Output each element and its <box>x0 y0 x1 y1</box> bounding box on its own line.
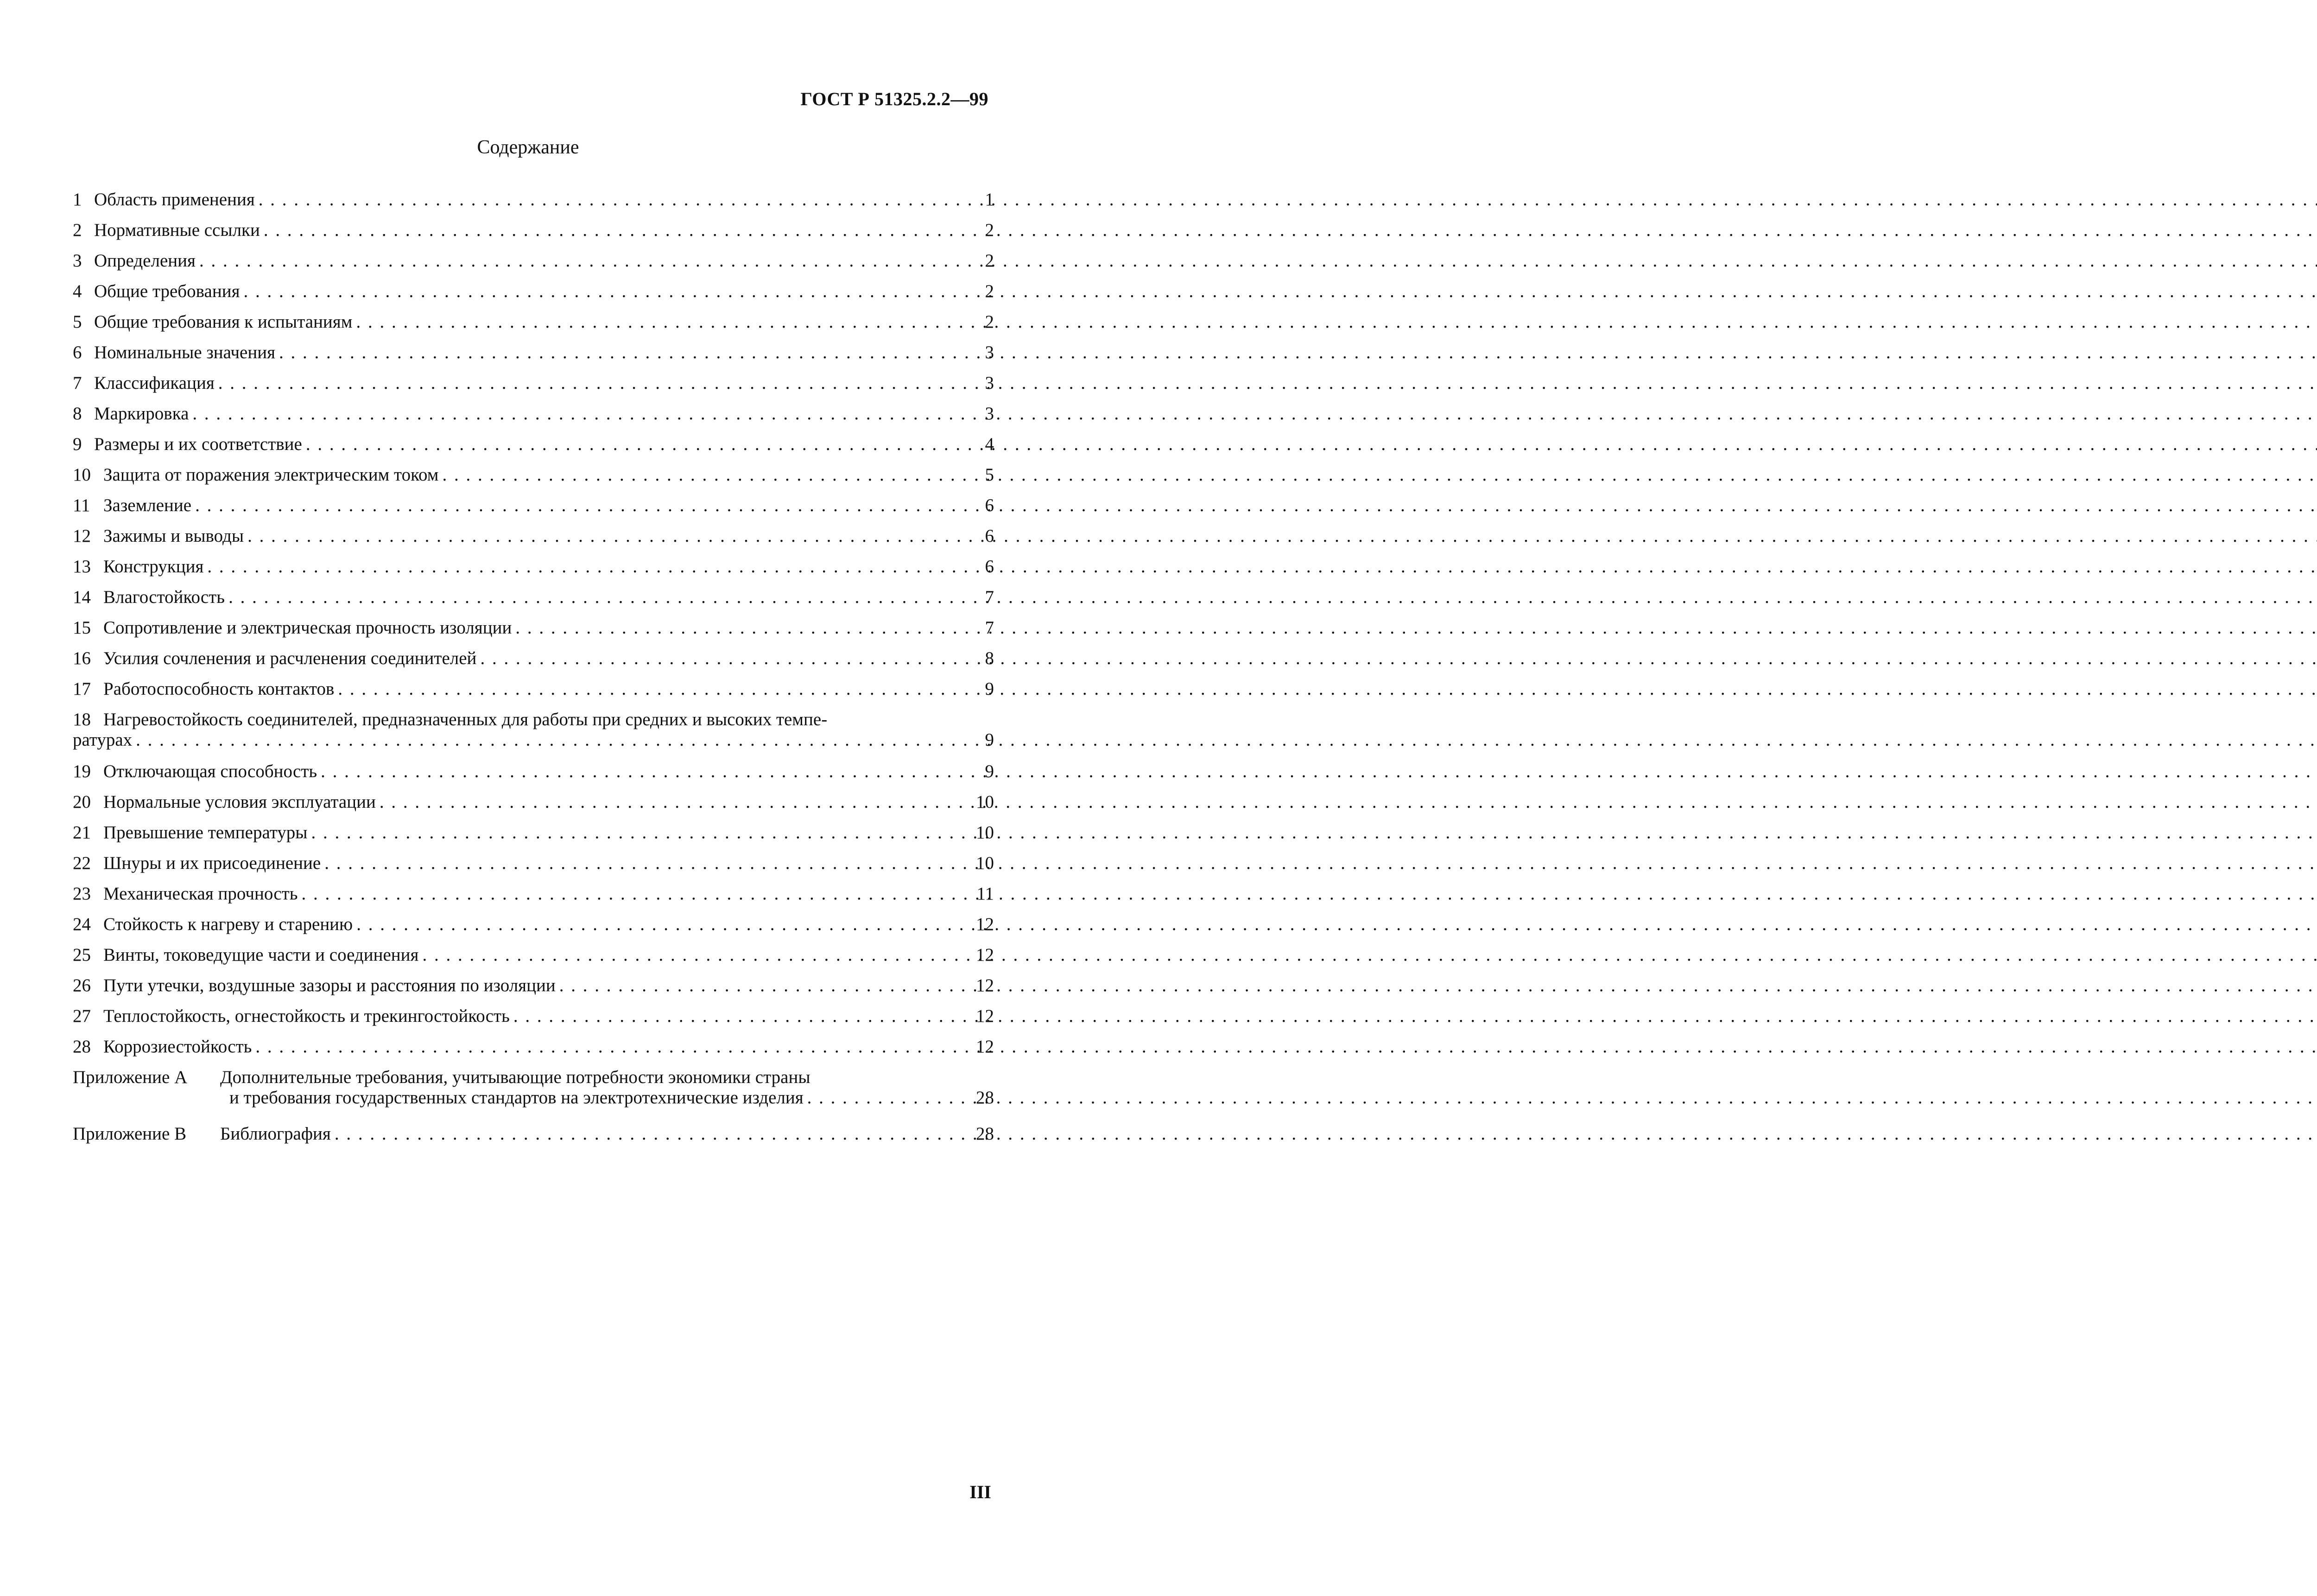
toc-item-title: Превышение температуры <box>103 823 308 842</box>
dot-leader <box>279 342 972 363</box>
toc-item-title: Размеры и их соответствие <box>94 434 302 454</box>
toc-item-page: 3 <box>985 342 994 362</box>
toc-item-number: 19 <box>73 761 91 781</box>
appendix-title: Библиография <box>220 1124 331 1144</box>
toc-item-page: 7 <box>985 618 994 638</box>
toc-item-title: Определения <box>94 251 196 271</box>
dot-leader <box>380 792 972 813</box>
toc-item-page: 8 <box>985 648 994 668</box>
dot-leader <box>480 648 972 669</box>
toc-item-page: 10 <box>976 823 994 842</box>
toc-item-title: Отключающая способность <box>103 761 317 781</box>
toc-item-number: 20 <box>73 792 91 812</box>
toc-item-number: 12 <box>73 526 91 546</box>
toc-item-page: 3 <box>985 373 994 393</box>
toc-item-page: 9 <box>985 730 994 750</box>
toc-item-title-continuation: ратурах <box>73 730 133 750</box>
toc-item-title: Конструкция <box>103 557 204 576</box>
toc-item-title: Стойкость к нагреву и старению <box>103 914 353 934</box>
toc-item[interactable] <box>73 495 994 526</box>
appendix-title-continuation: и требования государственных стандартов на электротехнические изделия <box>229 1088 804 1108</box>
toc-item[interactable] <box>73 883 994 914</box>
toc-item-number: 27 <box>73 1006 91 1026</box>
toc-item[interactable] <box>73 587 994 617</box>
toc-item[interactable] <box>73 403 994 434</box>
toc-item-number: 6 <box>73 342 82 362</box>
toc-item-page: 10 <box>976 792 994 812</box>
dot-leader <box>259 189 972 210</box>
toc-item-page: 3 <box>985 404 994 424</box>
toc-item-number: 21 <box>73 823 91 842</box>
toc-item-number: 2 <box>73 220 82 240</box>
toc-item[interactable] <box>73 617 994 648</box>
toc-item-number: 8 <box>73 404 82 424</box>
toc-item[interactable] <box>73 464 994 495</box>
toc-item[interactable] <box>73 434 994 464</box>
toc-item-page: 6 <box>985 526 994 546</box>
toc-item-title: Работоспособность контактов <box>103 679 335 699</box>
toc-item-title: Нормативные ссылки <box>94 220 260 240</box>
toc-item-title: Сопротивление и электрическая прочность изоляции <box>103 618 512 638</box>
toc-item-number: 3 <box>73 251 82 271</box>
toc-item-title: Общие требования к испытаниям <box>94 312 353 332</box>
toc-item-number: 17 <box>73 679 91 699</box>
dot-leader <box>302 883 972 905</box>
toc-item-page: 12 <box>976 975 994 995</box>
toc-item-title: Коррозиестойкость <box>103 1037 252 1057</box>
toc-heading: Содержание <box>477 137 579 158</box>
toc-item-page: 12 <box>976 1037 994 1057</box>
dot-leader <box>515 617 972 639</box>
dot-leader <box>218 373 972 394</box>
toc-item[interactable] <box>73 761 994 792</box>
toc-item[interactable] <box>73 792 994 822</box>
toc-item-number: 5 <box>73 312 82 332</box>
toc-item-title: Винты, токоведущие части и соединения <box>103 945 419 965</box>
toc-item[interactable] <box>73 975 994 1006</box>
toc-item[interactable] <box>73 648 994 678</box>
toc-item[interactable] <box>73 914 994 944</box>
toc-item-page: 2 <box>985 251 994 271</box>
toc-item-page: 2 <box>985 220 994 240</box>
dot-leader <box>247 526 972 547</box>
toc-item-number: 23 <box>73 884 91 904</box>
toc-item-title: Теплостойкость, огнестойкость и трекингостойкость <box>103 1006 510 1026</box>
dot-leader <box>356 311 972 333</box>
toc-item-number: 25 <box>73 945 91 965</box>
dot-leader <box>311 822 972 843</box>
dot-leader <box>195 495 972 516</box>
toc-item-title: Шнуры и их присоединение <box>103 853 321 873</box>
toc-item[interactable] <box>73 709 994 761</box>
toc-item-page: 12 <box>976 945 994 965</box>
toc-item-number: 24 <box>73 914 91 934</box>
toc-item-title: Усилия сочленения и расчленения соединителей <box>103 648 477 668</box>
page-number: III <box>969 1482 991 1502</box>
dot-leader <box>324 853 972 874</box>
toc-item-number: 28 <box>73 1037 91 1057</box>
toc-item[interactable] <box>73 1036 994 1067</box>
toc-item-number: 14 <box>73 587 91 607</box>
appendix-page: 28 <box>976 1088 994 1108</box>
toc-item-title: Нормальные условия эксплуатации <box>103 792 376 812</box>
toc-item[interactable] <box>73 220 994 250</box>
toc-item-page: 7 <box>985 587 994 607</box>
toc-item-page: 5 <box>985 465 994 485</box>
toc-appendix[interactable] <box>73 1123 994 1154</box>
toc-item-title: Общие требования <box>94 281 240 301</box>
dot-leader <box>338 678 972 700</box>
toc-item-number: 26 <box>73 975 91 995</box>
toc-item[interactable] <box>73 1006 994 1036</box>
toc-item-page: 1 <box>985 190 994 209</box>
toc-item-page: 10 <box>976 853 994 873</box>
toc-item-number: 13 <box>73 557 91 576</box>
dot-leader <box>335 1123 972 1145</box>
dot-leader <box>228 587 972 608</box>
dot-leader <box>136 729 972 751</box>
toc-item-title: Маркировка <box>94 404 189 424</box>
appendix-title: Дополнительные требования, учитывающие потребности экономики страны <box>220 1067 810 1087</box>
toc-item[interactable] <box>73 822 994 853</box>
toc-appendix[interactable] <box>73 1067 994 1121</box>
dot-leader <box>192 403 972 424</box>
dot-leader <box>321 761 972 782</box>
toc-item-page: 9 <box>985 761 994 781</box>
appendix-label: Приложение А <box>73 1067 188 1087</box>
toc-item-title: Пути утечки, воздушные зазоры и расстояния по изоляции <box>103 975 556 995</box>
dot-leader <box>513 1006 972 1027</box>
dot-leader <box>356 914 972 935</box>
toc-item-page: 12 <box>976 1006 994 1026</box>
dot-leader <box>255 1036 972 1058</box>
dot-leader <box>199 250 972 272</box>
toc-item-number: 16 <box>73 648 91 668</box>
table-of-contents <box>73 189 994 1154</box>
toc-item-number: 1 <box>73 190 82 209</box>
toc-item-title: Классификация <box>94 373 215 393</box>
dot-leader <box>422 944 972 966</box>
toc-item[interactable] <box>73 853 994 883</box>
toc-item-page: 11 <box>976 884 994 904</box>
toc-item-number: 7 <box>73 373 82 393</box>
dot-leader <box>807 1087 972 1108</box>
toc-item-number: 18 <box>73 709 91 729</box>
toc-item-title: Область применения <box>94 190 255 209</box>
toc-item[interactable] <box>73 373 994 403</box>
toc-item-number: 10 <box>73 465 91 485</box>
document-code: ГОСТ Р 51325.2.2—99 <box>800 89 988 109</box>
toc-item-title: Зажимы и выводы <box>103 526 244 546</box>
toc-item-title: Нагревостойкость соединителей, предназначенных для работы при средних и высоких темпе- <box>103 709 828 729</box>
toc-item[interactable] <box>73 944 994 975</box>
toc-item-number: 9 <box>73 434 82 454</box>
toc-item-title: Заземление <box>103 495 192 515</box>
appendix-page: 28 <box>976 1124 994 1144</box>
toc-item-title: Защита от поражения электрическим током <box>103 465 439 485</box>
toc-item-number: 11 <box>73 495 90 515</box>
toc-item[interactable] <box>73 281 994 311</box>
toc-item-page: 9 <box>985 679 994 699</box>
toc-item[interactable] <box>73 311 994 342</box>
toc-item-number: 15 <box>73 618 91 638</box>
dot-leader <box>264 220 972 241</box>
toc-item[interactable] <box>73 342 994 373</box>
toc-item-page: 2 <box>985 281 994 301</box>
toc-item-title: Механическая прочность <box>103 884 298 904</box>
dot-leader <box>207 556 972 577</box>
toc-item[interactable] <box>73 526 994 556</box>
toc-item-page: 2 <box>985 312 994 332</box>
toc-item-number: 4 <box>73 281 82 301</box>
dot-leader <box>244 281 972 302</box>
toc-item-page: 6 <box>985 557 994 576</box>
toc-item[interactable] <box>73 678 994 709</box>
appendix-label: Приложение В <box>73 1124 187 1144</box>
dot-leader <box>442 464 972 486</box>
toc-item-page: 4 <box>985 434 994 454</box>
toc-item[interactable] <box>73 250 994 281</box>
dot-leader <box>559 975 972 996</box>
toc-item-title: Номинальные значения <box>94 342 276 362</box>
dot-leader <box>306 434 972 455</box>
toc-item-title: Влагостойкость <box>103 587 225 607</box>
toc-item-page: 6 <box>985 495 994 515</box>
toc-item[interactable] <box>73 556 994 587</box>
toc-item-page: 12 <box>976 914 994 934</box>
toc-item[interactable] <box>73 189 994 220</box>
toc-item-number: 22 <box>73 853 91 873</box>
